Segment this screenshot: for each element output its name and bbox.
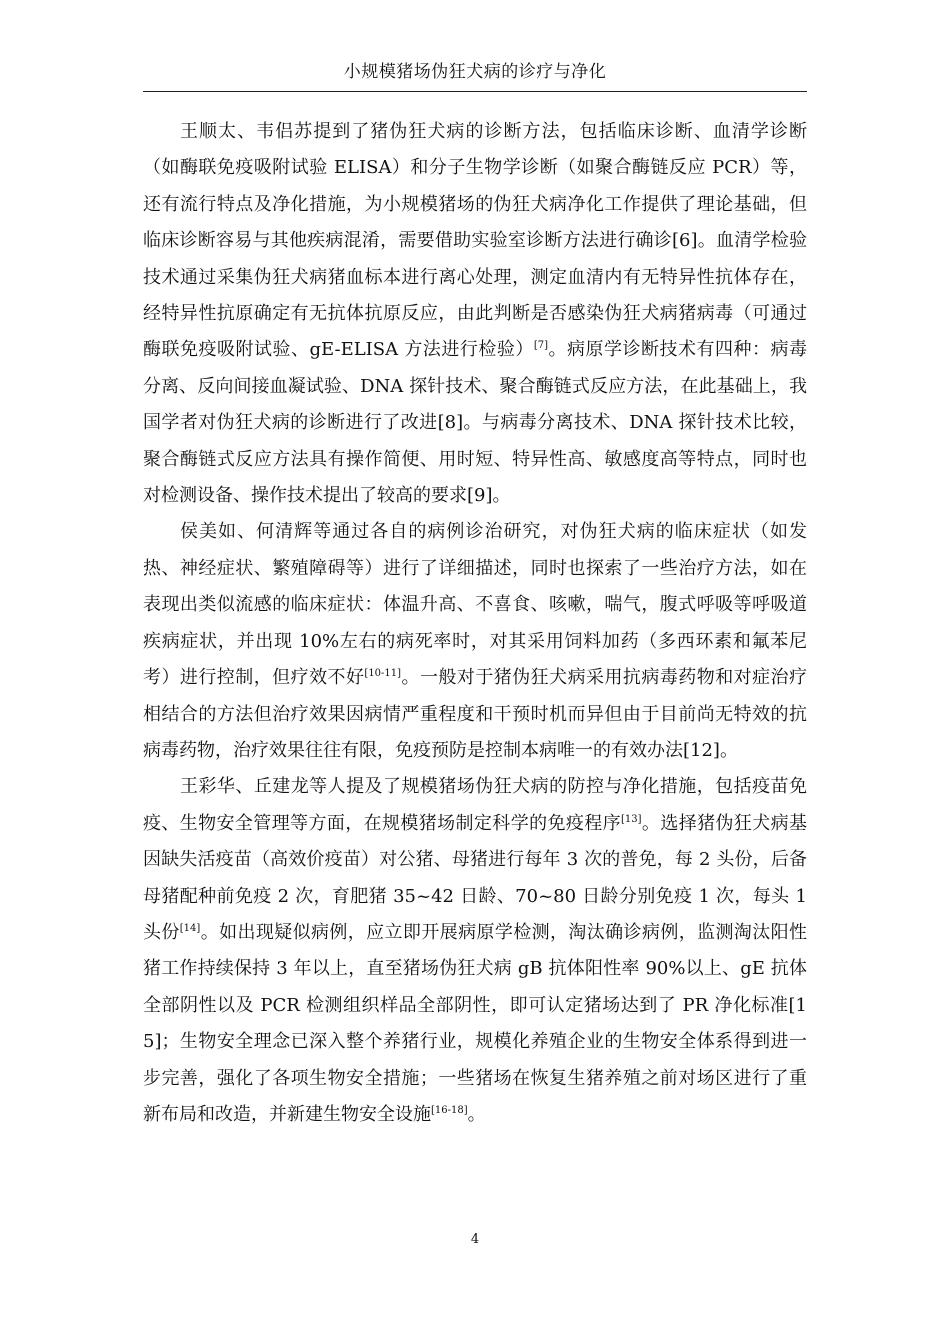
paragraph-diagnosis	[143, 114, 807, 514]
citation-superscript: [16-18]	[431, 1104, 468, 1116]
paragraph-text: 。病原学诊断技术有四种：病毒分离、反向间接血凝试验、DNA 探针技术、聚合酶链式反应方法，在此基础上，我国学者对伪狂犬病的诊断进行了改进[8]。与病毒分离技术、DNA 探针技术比较，聚合酶链式反应方法具有操作简便、用时短、特异性高、敏感度高等特点，同时也对检测设备、操作技术提出了较高的要求[9]。	[143, 339, 807, 507]
body-text	[143, 114, 807, 1133]
paragraph-text: 。	[467, 1103, 486, 1125]
paragraph-text: 。一般对于猪伪狂犬病采用抗病毒药物和对症治疗相结合的方法但治疗效果因病情严重程度和干预时机而异但由于目前尚无特效的抗病毒药物，治疗效果往往有限，免疫预防是控制本病唯一的有效办法[12]。	[143, 667, 807, 761]
citation-superscript: [10-11]	[364, 668, 402, 680]
citation-superscript: [14]	[179, 922, 201, 934]
header-rule	[143, 91, 807, 92]
paragraph-prevention	[143, 769, 807, 1133]
paragraph-text: 。如出现疑似病例，应立即开展病原学检测，淘汰确诊病例，监测淘汰阳性猪工作持续保持 3 年以上，直至猪场伪狂犬病 gB 抗体阳性率 90%以上、gE 抗体全部阴性以及 PCR 检测组织样品全部阴性，即可认定猪场达到了 PR 净化标准[15]；生物安全理念已深入整个养猪行业，规模化养殖企业的生物安全体系得到进一步完善，强化了各项生物安全措施；一些猪场在恢复生猪养殖之前对场区进行了重新布局和改造，并新建生物安全设施	[143, 921, 808, 1125]
running-header-title: 小规模猪场伪狂犬病的诊疗与净化	[343, 62, 607, 82]
paragraph-treatment	[143, 514, 807, 769]
paragraph-text: 。选择猪伪狂犬病基因缺失活疫苗（高效价疫苗）对公猪、母猪进行每年 3 次的普免，每 2 头份，后备母猪配种前免疫 2 次，育肥猪 35~42 日龄、70~80 日龄分别免疫 1 次，每头 1 头份	[143, 812, 808, 943]
paragraph-text: 侯美如、何清辉等通过各自的病例诊治研究，对伪狂犬病的临床症状（如发热、神经症状、繁殖障碍等）进行了详细描述，同时也探索了一些治疗方法，如在表现出类似流感的临床症状：体温升高、不喜食、咳嗽，喘气，腹式呼吸等呼吸道疾病症状，并出现 10%左右的病死率时，对其采用饲料加药（多西环素和氟苯尼考）进行控制，但疗效不好	[143, 521, 807, 689]
citation-superscript: [7]	[533, 340, 548, 352]
paragraph-text: 王彩华、丘建龙等人提及了规模猪场伪狂犬病的防控与净化措施，包括疫苗免疫、生物安全管理等方面，在规模猪场制定科学的免疫程序	[143, 776, 807, 834]
page-number: 4	[470, 1232, 480, 1247]
citation-superscript: [13]	[621, 813, 642, 825]
paragraph-text: 王顺太、韦侣苏提到了猪伪狂犬病的诊断方法，包括临床诊断、血清学诊断（如酶联免疫吸附试验 ELISA）和分子生物学诊断（如聚合酶链反应 PCR）等，还有流行特点及净化措施，为小规模猪场的伪狂犬病净化工作提供了理论基础，但临床诊断容易与其他疾病混淆，需要借助实验室诊断方法进行确诊[6]。血清学检验技术通过采集伪狂犬病猪血标本进行离心处理，测定血清内有无特异性抗体存在，经特异性抗原确定有无抗体抗原反应，由此判断是否感染伪狂犬病猪病毒（可通过酶联免疫吸附试验、gE-ELISA 方法进行检验）	[143, 121, 807, 361]
